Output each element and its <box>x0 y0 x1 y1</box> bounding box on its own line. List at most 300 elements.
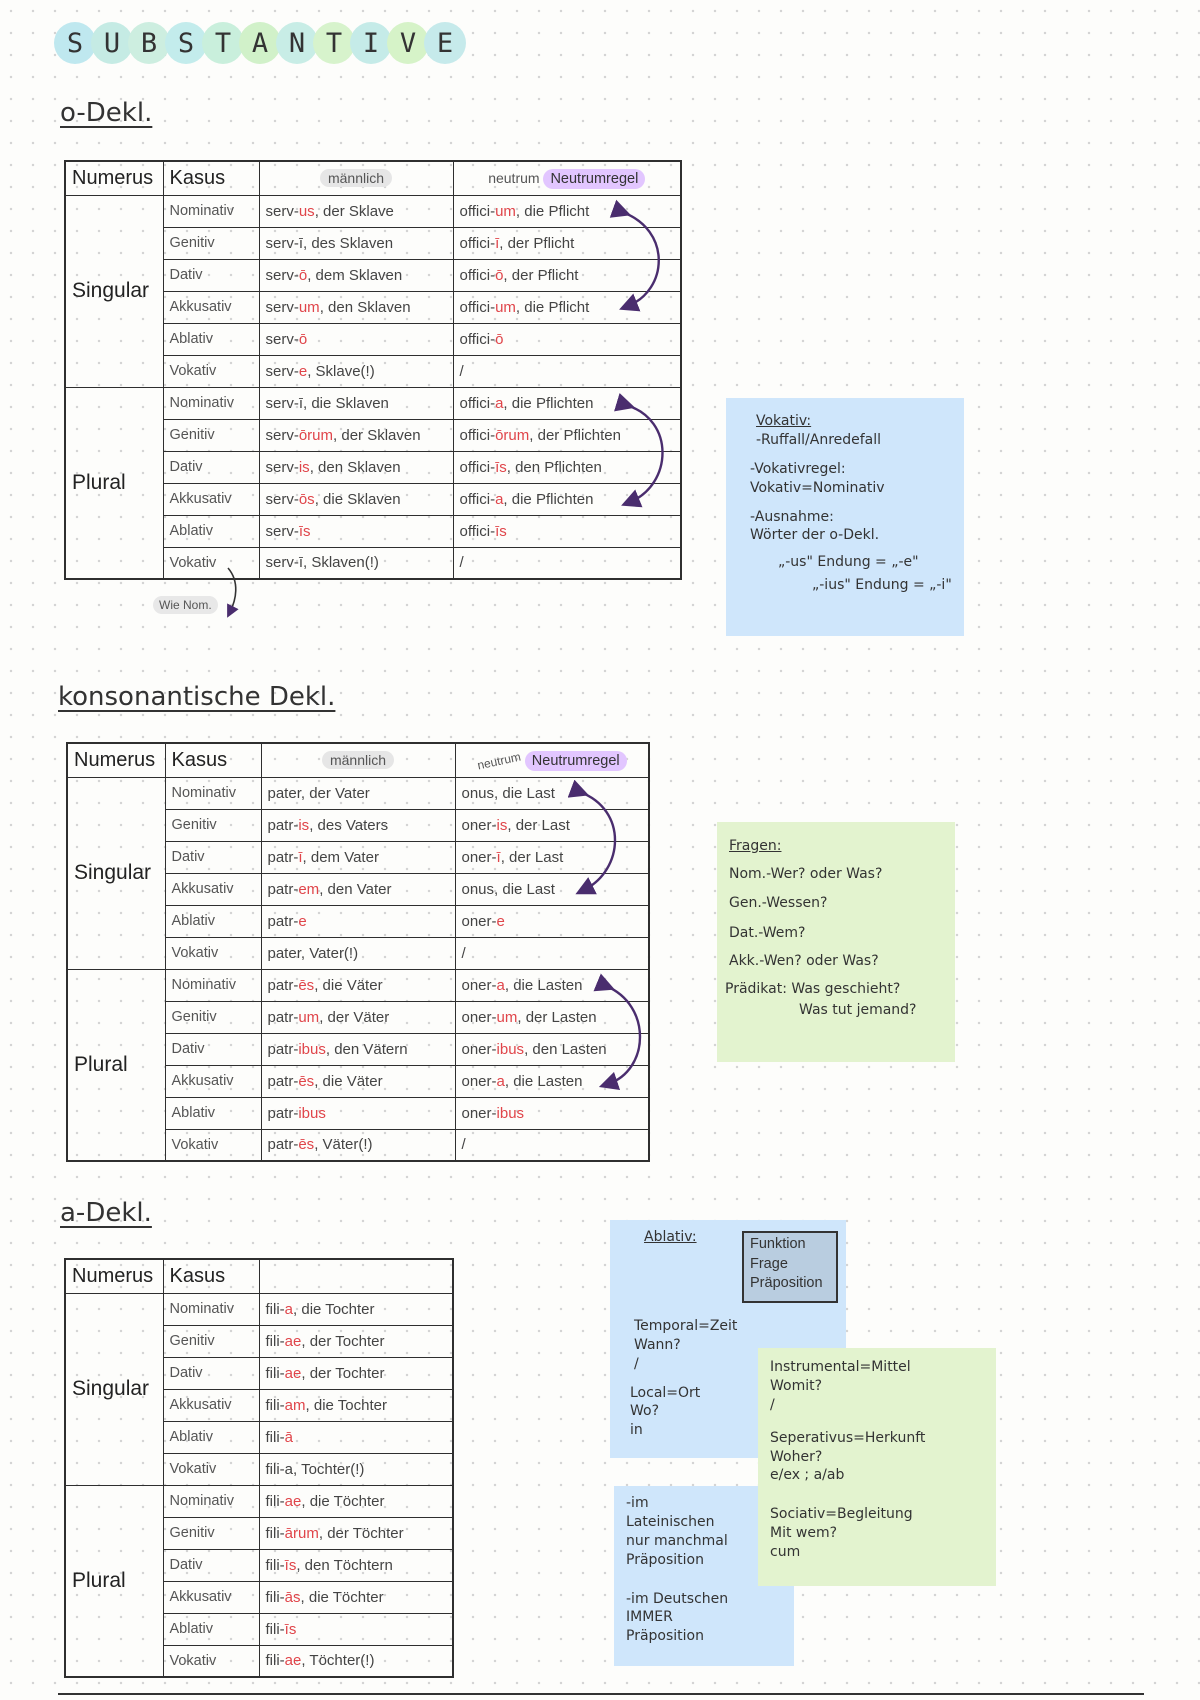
form-end: a <box>495 490 504 508</box>
form-tail: , die Lasten <box>504 976 583 994</box>
header-maennlich: männlich <box>261 743 455 777</box>
form-cell <box>453 515 681 547</box>
form-cell <box>259 1453 453 1485</box>
form-cell <box>455 809 649 841</box>
form-cell <box>455 1097 649 1129</box>
form-tail: , Sklave(!) <box>307 362 375 380</box>
form-cell <box>259 291 453 323</box>
form-tail: , des Sklaven <box>303 234 394 252</box>
form-cell <box>453 483 681 515</box>
form-cell <box>453 547 681 579</box>
form-cell <box>455 777 649 809</box>
numerus-cell: Singular <box>65 1293 163 1485</box>
form-cell <box>259 1485 453 1517</box>
note-line: cum <box>770 1544 801 1561</box>
form-stem: patr- <box>267 880 299 898</box>
form-end: e <box>298 362 308 380</box>
form-stem: serv-ī <box>265 394 303 412</box>
form-stem: patr- <box>267 1072 299 1090</box>
form-stem: oner- <box>461 816 497 834</box>
form-tail: , der Pflichten <box>529 426 621 444</box>
form-end: ī <box>298 848 303 866</box>
neutrumregel-label: Neutrumregel <box>543 169 645 189</box>
form-cell <box>453 419 681 451</box>
form-end: um <box>298 298 320 316</box>
kasus-cell: Nominativ <box>165 777 261 809</box>
form-tail: , die Töchter <box>300 1588 384 1606</box>
header-numerus: Numerus <box>65 1259 163 1293</box>
form-end: a <box>284 1300 294 1318</box>
note-ablativ-title: Ablativ: <box>644 1229 697 1245</box>
note-line: -Vokativregel: <box>750 460 846 477</box>
form-stem: offici- <box>459 234 496 252</box>
form-stem: patr- <box>267 1136 299 1154</box>
note-line: Akk.-Wen? oder Was? <box>729 953 879 970</box>
form-tail: , die Pflicht <box>515 298 590 316</box>
form-end: īs <box>284 1556 297 1574</box>
form-end: ibus <box>496 1104 525 1122</box>
form-end: ibus <box>496 1040 525 1058</box>
form-stem: offici- <box>459 426 496 444</box>
note-line: Instrumental=Mittel <box>770 1359 911 1375</box>
form-tail: , die Pflichten <box>503 490 594 508</box>
heading-o-dekl: o-Dekl. <box>60 98 153 128</box>
header-numerus: Numerus <box>67 743 165 777</box>
kasus-cell: Nominativ <box>163 195 259 227</box>
kasus-cell: Genitiv <box>163 419 259 451</box>
note-line: Vokativ=Nominativ <box>750 479 885 496</box>
kasus-cell: Ablativ <box>165 905 261 937</box>
form-cell <box>455 937 649 969</box>
form-end: ī <box>496 848 501 866</box>
form-stem: oner- <box>461 1104 497 1122</box>
form-end: e <box>298 912 307 930</box>
form-tail: , der Pflicht <box>503 266 579 284</box>
note-line: Woher? <box>770 1448 823 1465</box>
table-row <box>65 1293 453 1325</box>
form-end: am <box>284 1396 306 1414</box>
form-end: ōrum <box>495 426 530 444</box>
form-stem: offici- <box>459 522 496 540</box>
form-stem: oner- <box>461 976 497 994</box>
form-stem: / <box>459 362 464 380</box>
form-end: ō <box>495 330 504 348</box>
note-fragen <box>717 822 955 1062</box>
form-cell <box>259 1389 453 1421</box>
kasus-cell: Nominativ <box>163 387 259 419</box>
title-letter: E <box>424 22 466 64</box>
header-kasus: Kasus <box>163 161 259 195</box>
kasus-cell: Dativ <box>163 1549 259 1581</box>
kasus-cell: Genitiv <box>163 227 259 259</box>
form-end: ōs <box>298 490 315 508</box>
form-cell <box>261 937 455 969</box>
form-stem: patr- <box>267 1040 299 1058</box>
note-line: Nom.-Wer? oder Was? <box>729 866 883 883</box>
form-stem: oner- <box>461 848 497 866</box>
form-stem: serv- <box>265 266 299 284</box>
header-kasus: Kasus <box>163 1259 259 1293</box>
form-end: ēs <box>298 1072 315 1090</box>
form-cell <box>259 227 453 259</box>
note-ablativ-functions <box>758 1348 996 1586</box>
form-tail: , die Väter <box>314 976 383 994</box>
form-stem: fili- <box>265 1524 285 1542</box>
form-cell <box>261 777 455 809</box>
form-end: ae <box>284 1492 302 1510</box>
kasus-cell: Genitiv <box>163 1517 259 1549</box>
form-cell <box>455 1033 649 1065</box>
form-cell <box>453 323 681 355</box>
form-stem: offici- <box>459 266 496 284</box>
form-tail: , der Töchter <box>318 1524 404 1542</box>
form-cell <box>261 1001 455 1033</box>
form-stem: serv-ī <box>265 234 303 252</box>
form-tail: , die Väter <box>314 1072 383 1090</box>
form-stem: pater, der Vater <box>267 784 370 802</box>
form-end: um <box>495 298 516 316</box>
note-line: / <box>634 1355 639 1372</box>
ablativ-legend-box <box>742 1231 838 1303</box>
form-end: ēs <box>298 976 315 994</box>
form-cell <box>453 259 681 291</box>
table-row <box>65 1485 453 1517</box>
form-cell <box>259 1613 453 1645</box>
form-end: ae <box>284 1652 302 1670</box>
form-end: ō <box>298 330 308 348</box>
note-line: Präposition <box>626 1551 704 1568</box>
form-stem: oner- <box>461 1072 497 1090</box>
form-tail: , den Sklaven <box>309 458 401 476</box>
form-cell <box>259 1421 453 1453</box>
form-cell <box>453 291 681 323</box>
form-cell <box>259 387 453 419</box>
form-stem: fili- <box>265 1332 285 1350</box>
title-letter: N <box>276 22 318 64</box>
note-line: Mit wem? <box>770 1525 838 1542</box>
table-a-dekl <box>64 1258 454 1678</box>
form-stem: oner- <box>461 912 497 930</box>
header-empty <box>259 1259 453 1293</box>
table-row <box>67 777 649 809</box>
form-end: a <box>496 1072 505 1090</box>
heading-konsonantische-dekl: konsonantische Dekl. <box>58 682 336 712</box>
form-tail: , des Vaters <box>309 816 389 834</box>
form-tail: , die Pflicht <box>515 202 590 220</box>
kasus-cell: Vokativ <box>163 355 259 387</box>
form-end: um <box>298 1008 320 1026</box>
form-tail: , die Lasten <box>504 1072 583 1090</box>
form-cell <box>259 1517 453 1549</box>
form-cell <box>455 1001 649 1033</box>
kasus-cell: Dativ <box>165 1033 261 1065</box>
kasus-cell: Nominativ <box>165 969 261 1001</box>
form-tail: , die Töchter <box>301 1492 385 1510</box>
numerus-cell: Plural <box>65 387 163 579</box>
table-o-dekl <box>64 160 682 580</box>
form-tail: , die Sklaven <box>314 490 401 508</box>
form-end: ā <box>284 1428 294 1446</box>
form-tail: , den Lasten <box>524 1040 607 1058</box>
title-letter: U <box>91 22 133 64</box>
form-cell <box>259 1645 453 1677</box>
form-tail: , die Tochter <box>305 1396 387 1414</box>
form-stem: pater, Vater(!) <box>267 944 359 962</box>
form-cell <box>453 355 681 387</box>
form-cell <box>453 195 681 227</box>
form-stem: oner- <box>461 1008 497 1026</box>
title-letter: A <box>239 22 281 64</box>
form-cell <box>259 483 453 515</box>
kasus-cell: Ablativ <box>165 1097 261 1129</box>
form-stem: serv- <box>265 298 299 316</box>
form-end: ās <box>284 1588 301 1606</box>
kasus-cell: Ablativ <box>163 1421 259 1453</box>
form-end: ō <box>495 266 504 284</box>
form-cell <box>261 905 455 937</box>
note-line: Präposition <box>626 1628 704 1645</box>
kasus-cell: Vokativ <box>163 547 259 579</box>
header-numerus: Numerus <box>65 161 163 195</box>
form-cell <box>259 195 453 227</box>
form-tail: , der Tochter <box>301 1364 385 1382</box>
form-stem: fili- <box>265 1300 285 1318</box>
wie-nom-label: Wie Nom. <box>153 596 218 614</box>
form-end: ibus <box>298 1040 326 1058</box>
kasus-cell: Genitiv <box>165 809 261 841</box>
form-cell <box>261 1129 455 1161</box>
form-tail: , dem Sklaven <box>307 266 403 284</box>
form-tail: , den Vätern <box>325 1040 408 1058</box>
note-line: -Ruffall/Anredefall <box>756 431 882 448</box>
header-neutrum: neutrum Neutrumregel <box>453 161 681 195</box>
form-end: is <box>496 816 508 834</box>
kasus-cell: Akkusativ <box>163 1389 259 1421</box>
title-letter: S <box>165 22 207 64</box>
note-line: Gen.-Wessen? <box>729 894 828 911</box>
kasus-cell: Dativ <box>163 451 259 483</box>
form-tail: , dem Vater <box>302 848 379 866</box>
form-cell <box>453 227 681 259</box>
note-line: in <box>630 1422 643 1439</box>
form-tail: , den Pflichten <box>506 458 602 476</box>
numerus-cell: Singular <box>65 195 163 387</box>
form-end: us <box>298 202 315 220</box>
form-stem: patr- <box>267 1104 299 1122</box>
form-end: ae <box>284 1364 302 1382</box>
form-stem: patr- <box>267 1008 299 1026</box>
form-stem: serv- <box>265 362 299 380</box>
table-row <box>65 387 681 419</box>
legend-frage: Frage <box>750 1255 788 1272</box>
note-fragen-title: Fragen: <box>729 838 782 854</box>
form-stem: offici- <box>459 298 496 316</box>
form-stem: / <box>461 1136 466 1154</box>
form-cell <box>259 355 453 387</box>
note-line: -Ausnahme: <box>750 508 834 525</box>
note-line: „-us" Endung = „-e" <box>778 554 919 571</box>
numerus-cell: Singular <box>67 777 165 969</box>
form-cell <box>259 1549 453 1581</box>
note-line: Wann? <box>634 1336 681 1353</box>
form-cell <box>261 841 455 873</box>
form-tail: , die Tochter <box>293 1300 375 1318</box>
kasus-cell: Nominativ <box>163 1293 259 1325</box>
kasus-cell: Akkusativ <box>163 1581 259 1613</box>
neutrumregel-label: Neutrumregel <box>525 751 627 771</box>
form-stem: fili- <box>265 1556 285 1574</box>
form-tail: , der Lasten <box>517 1008 597 1026</box>
form-stem: offici- <box>459 458 496 476</box>
note-line: Womit? <box>770 1377 823 1394</box>
form-stem: serv- <box>265 522 299 540</box>
form-stem: offici- <box>459 490 496 508</box>
numerus-cell: Plural <box>67 969 165 1161</box>
note-line: e/ex ; a/ab <box>770 1467 845 1484</box>
note-line: „-ius" Endung = „-i" <box>812 577 952 594</box>
form-stem: patr- <box>267 912 299 930</box>
kasus-cell: Genitiv <box>163 1325 259 1357</box>
form-stem: serv- <box>265 458 299 476</box>
form-stem: fili-a, Tochter(!) <box>265 1460 365 1478</box>
note-line: Dat.-Wem? <box>729 924 806 941</box>
form-tail: , der Tochter <box>301 1332 385 1350</box>
kasus-cell: Akkusativ <box>163 483 259 515</box>
form-stem: fili- <box>265 1492 285 1510</box>
form-stem: offici- <box>459 394 496 412</box>
form-tail: , der Last <box>500 848 564 866</box>
form-end: is <box>298 458 310 476</box>
kasus-cell: Dativ <box>163 1357 259 1389</box>
form-cell <box>261 969 455 1001</box>
form-cell <box>455 1065 649 1097</box>
title-letter: T <box>313 22 355 64</box>
kasus-cell: Dativ <box>163 259 259 291</box>
form-cell <box>261 1033 455 1065</box>
form-cell <box>259 1325 453 1357</box>
form-end: ae <box>284 1332 302 1350</box>
form-stem: fili- <box>265 1588 285 1606</box>
note-line: Seperativus=Herkunft <box>770 1429 926 1446</box>
form-stem: fili- <box>265 1364 285 1382</box>
form-stem: serv-ī, Sklaven(!) <box>265 554 379 572</box>
form-stem: fili- <box>265 1652 285 1670</box>
note-line: Lateinischen <box>626 1513 715 1530</box>
form-stem: patr- <box>267 976 299 994</box>
form-cell <box>261 1065 455 1097</box>
form-end: īs <box>284 1620 297 1638</box>
kasus-cell: Vokativ <box>165 1129 261 1161</box>
form-end: ī <box>495 234 500 252</box>
form-end: a <box>495 394 504 412</box>
note-line: -im <box>626 1495 649 1511</box>
kasus-cell: Vokativ <box>163 1453 259 1485</box>
form-stem: oner- <box>461 1040 497 1058</box>
form-stem: serv- <box>265 202 299 220</box>
heading-a-dekl: a-Dekl. <box>60 1198 152 1228</box>
form-end: īs <box>298 522 311 540</box>
note-line: Wörter der o-Dekl. <box>750 527 880 544</box>
title-letter: S <box>54 22 96 64</box>
note-line: nur manchmal <box>626 1532 728 1549</box>
form-cell <box>259 1581 453 1613</box>
form-cell <box>261 873 455 905</box>
form-stem: patr- <box>267 848 299 866</box>
kasus-cell: Genitiv <box>165 1001 261 1033</box>
numerus-cell: Plural <box>65 1485 163 1677</box>
form-end: īs <box>495 458 507 476</box>
note-line: Temporal=Zeit <box>634 1317 738 1334</box>
form-end: um <box>496 1008 518 1026</box>
form-stem: / <box>461 944 466 962</box>
note-line: Sociativ=Begleitung <box>770 1506 913 1523</box>
table-konsonantische-dekl <box>66 742 650 1162</box>
kasus-cell: Ablativ <box>163 515 259 547</box>
form-cell <box>259 419 453 451</box>
header-kasus: Kasus <box>165 743 261 777</box>
form-tail: , Väter(!) <box>314 1136 373 1154</box>
note-line: / <box>770 1396 775 1413</box>
table-row <box>67 969 649 1001</box>
form-end: ō <box>298 266 308 284</box>
title-letter: I <box>350 22 392 64</box>
header-maennlich: männlich <box>259 161 453 195</box>
form-tail: , der Sklaven <box>333 426 421 444</box>
note-line: Local=Ort <box>630 1384 701 1401</box>
form-cell <box>455 841 649 873</box>
legend-praeposition: Präposition <box>750 1275 823 1292</box>
kasus-cell: Akkusativ <box>165 1065 261 1097</box>
form-end: a <box>496 976 505 994</box>
form-tail: , der Last <box>507 816 570 834</box>
form-stem: offici- <box>459 330 496 348</box>
form-cell <box>259 323 453 355</box>
form-tail: , den Töchtern <box>296 1556 393 1574</box>
kasus-cell: Vokativ <box>165 937 261 969</box>
header-neutrum: neutrum Neutrumregel <box>455 743 649 777</box>
form-cell <box>259 259 453 291</box>
note-line: Wo? <box>630 1403 660 1420</box>
form-stem: fili- <box>265 1396 285 1414</box>
legend-funktion: Funktion <box>750 1236 806 1252</box>
form-stem: serv- <box>265 426 299 444</box>
form-end: em <box>298 880 320 898</box>
form-tail: , den Vater <box>319 880 392 898</box>
table-row <box>65 195 681 227</box>
form-cell <box>261 809 455 841</box>
bottom-divider <box>58 1693 1144 1695</box>
form-cell <box>261 1097 455 1129</box>
kasus-cell: Vokativ <box>163 1645 259 1677</box>
form-cell <box>259 1293 453 1325</box>
form-end: ōrum <box>298 426 334 444</box>
form-cell <box>455 905 649 937</box>
form-stem: onus, die Last <box>461 784 555 802</box>
form-stem: patr- <box>267 816 299 834</box>
form-stem: / <box>459 554 464 572</box>
form-end: īs <box>495 522 507 540</box>
form-cell <box>259 547 453 579</box>
title-letter: B <box>128 22 170 64</box>
form-tail: , der Sklave <box>314 202 394 220</box>
note-line: IMMER <box>626 1609 673 1626</box>
form-cell <box>453 387 681 419</box>
form-stem: offici- <box>459 202 496 220</box>
form-stem: serv- <box>265 330 299 348</box>
form-tail: , den Sklaven <box>319 298 411 316</box>
note-vokativ-title: Vokativ: <box>756 413 812 429</box>
form-end: ārum <box>284 1524 319 1542</box>
